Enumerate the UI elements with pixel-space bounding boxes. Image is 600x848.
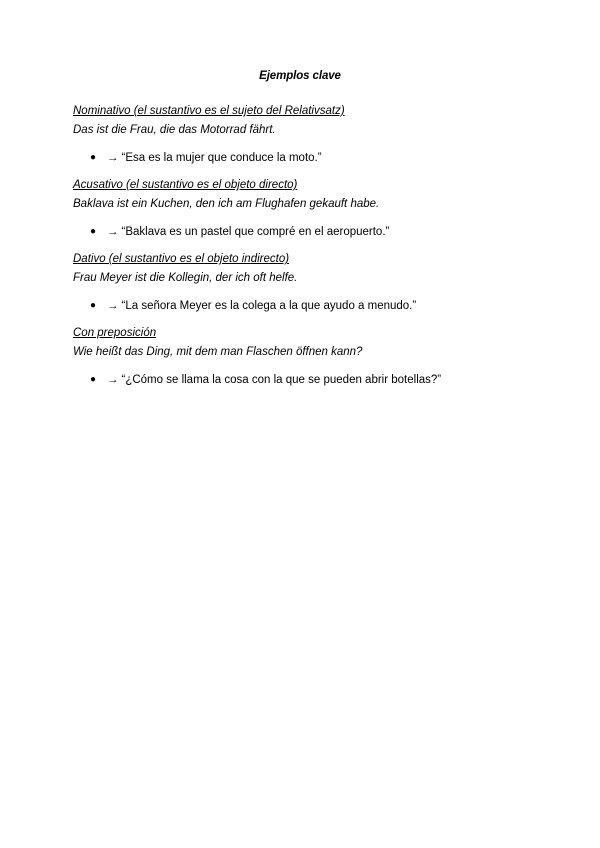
translation-list-item — [73, 298, 543, 314]
bullet-icon: ● — [90, 300, 97, 311]
german-sentence: Das ist die Frau, die das Motorrad fährt. — [73, 124, 276, 136]
german-sentence: Wie heißt das Ding, mit dem man Flaschen öffnen kann? — [73, 346, 363, 358]
spanish-translation: “Baklava es un pastel que compré en el aeropuerto.” — [121, 226, 390, 238]
translation-list-item — [73, 224, 543, 240]
bullet-icon: ● — [90, 152, 97, 163]
bullet-icon: ● — [90, 226, 97, 237]
example-section-acusativo — [73, 177, 543, 240]
german-sentence: Baklava ist ein Kuchen, den ich am Flughafen gekauft habe. — [73, 198, 380, 210]
spanish-translation: “¿Cómo se llama la cosa con la que se pueden abrir botellas?” — [121, 374, 442, 386]
example-section-dativo — [73, 251, 543, 314]
arrow-right-icon: → — [107, 300, 119, 312]
bullet-icon: ● — [90, 374, 97, 385]
example-section-preposicion — [73, 325, 543, 388]
german-sentence: Frau Meyer ist die Kollegin, der ich oft helfe. — [73, 272, 298, 284]
page-title: Ejemplos clave — [259, 70, 341, 82]
section-heading: Con preposición — [73, 327, 157, 339]
spanish-translation: “Esa es la mujer que conduce la moto.” — [121, 152, 322, 164]
arrow-right-icon: → — [107, 374, 119, 386]
spanish-translation: “La señora Meyer es la colega a la que ayudo a menudo.” — [121, 300, 417, 312]
translation-list-item — [73, 372, 543, 388]
example-section-nominativo — [73, 103, 543, 166]
section-heading: Acusativo (el sustantivo es el objeto directo) — [73, 179, 298, 191]
translation-list-item — [73, 150, 543, 166]
arrow-right-icon: → — [107, 152, 119, 164]
section-heading: Dativo (el sustantivo es el objeto indirecto) — [73, 253, 290, 265]
section-heading: Nominativo (el sustantivo es el sujeto del Relativsatz) — [73, 105, 345, 117]
arrow-right-icon: → — [107, 226, 119, 238]
